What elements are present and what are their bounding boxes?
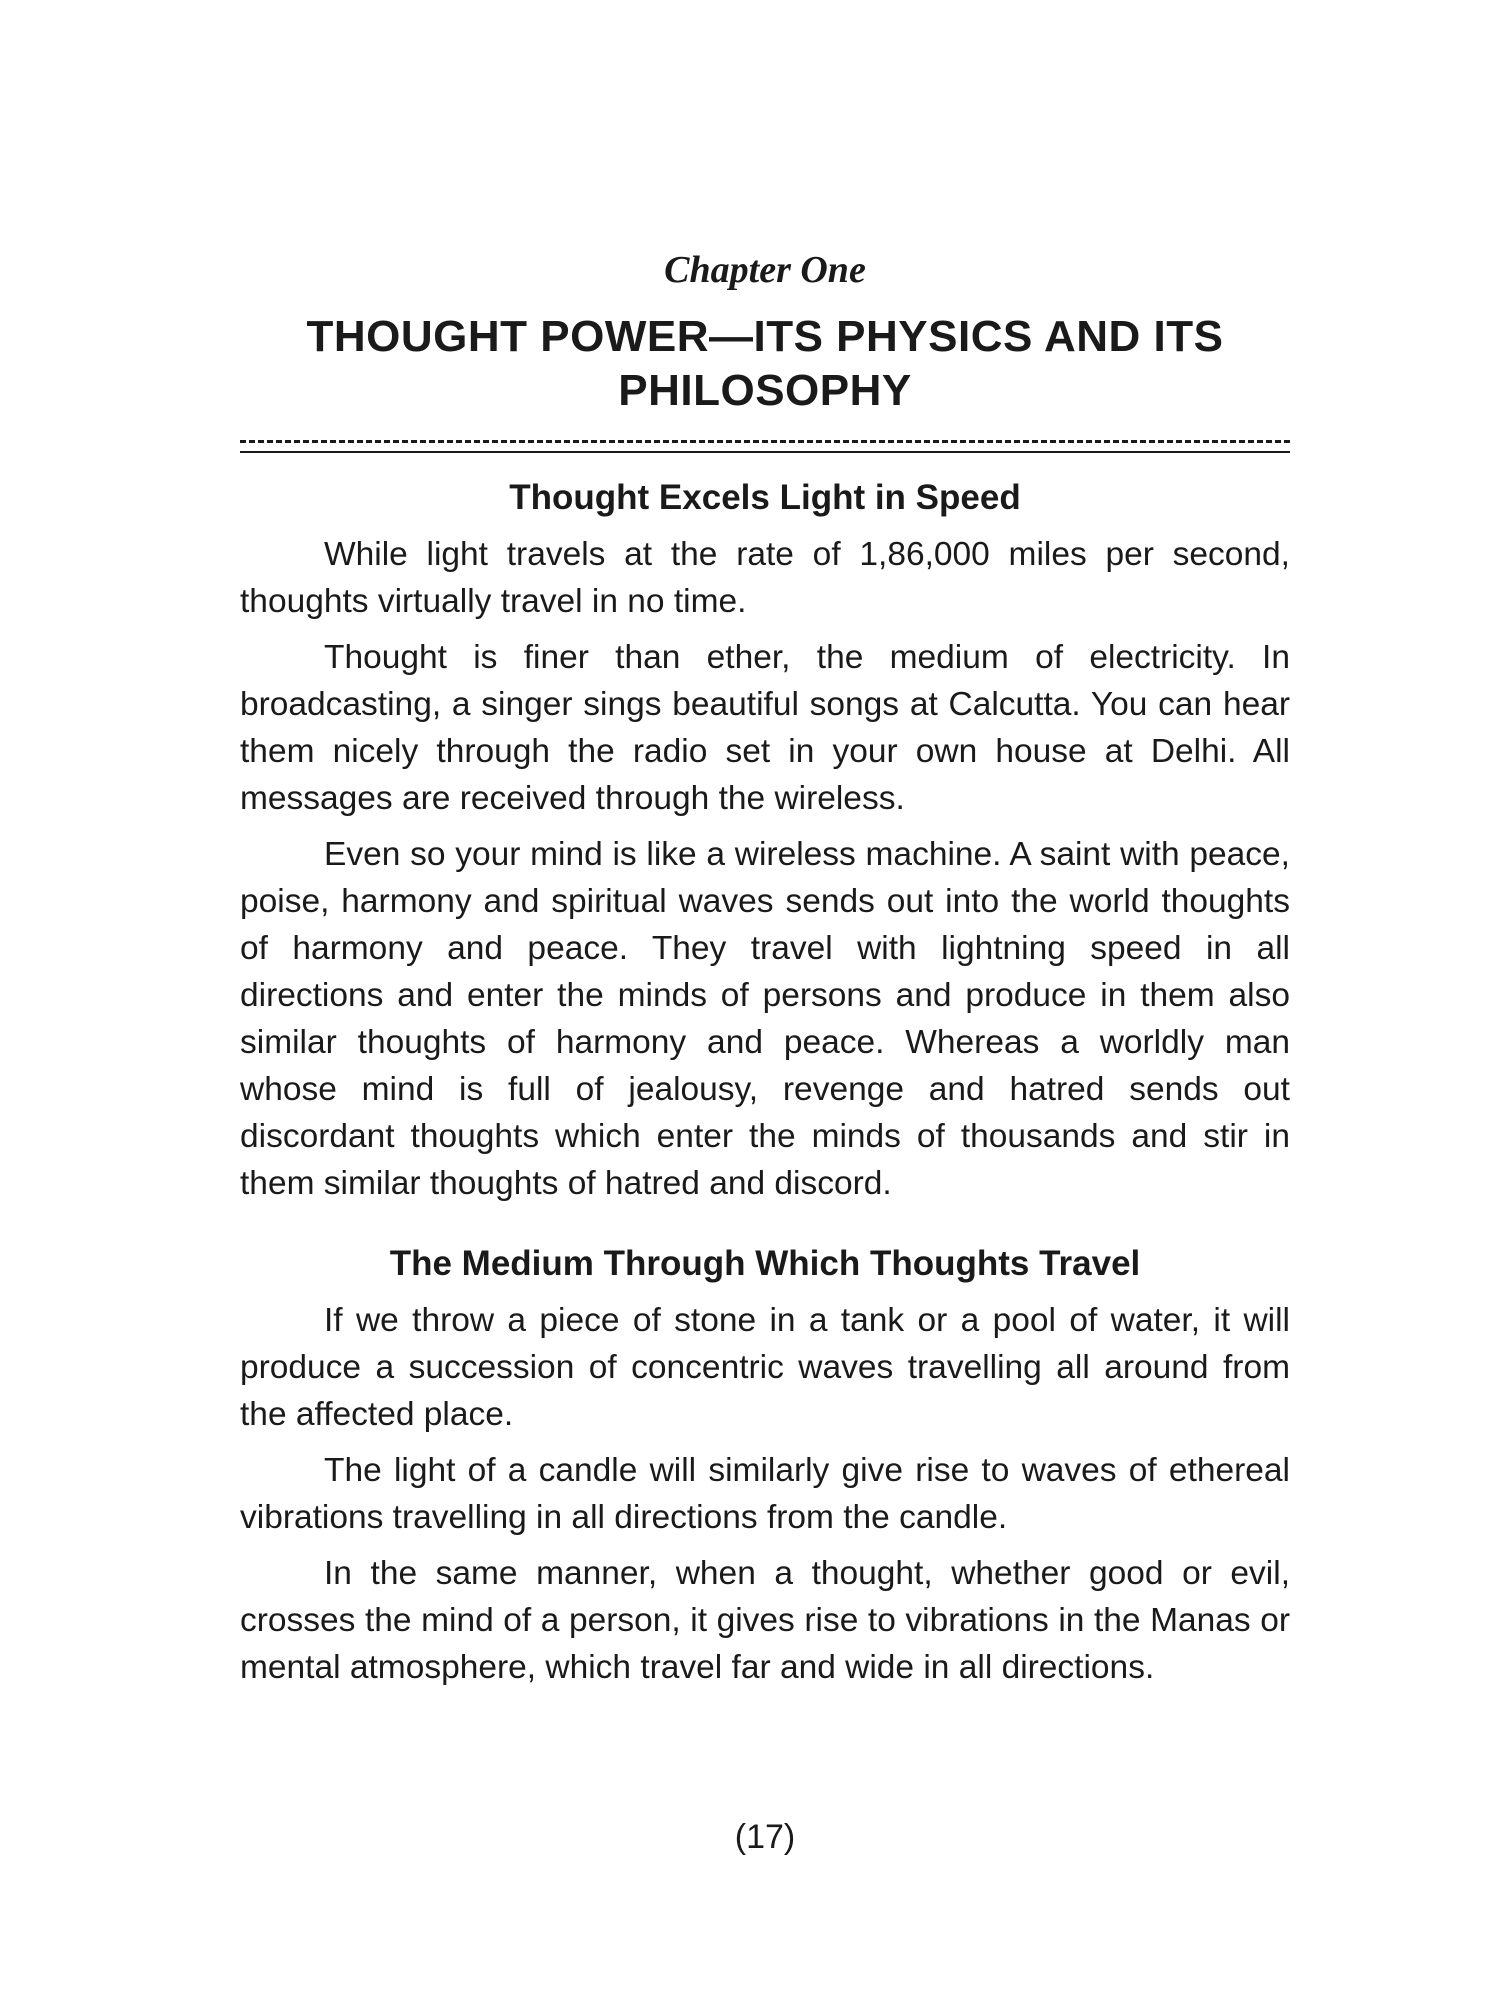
chapter-label: Chapter One — [664, 249, 866, 291]
chapter-title-line-1: THOUGHT POWER—ITS PHYSICS AND ITS — [306, 312, 1224, 361]
paragraph: If we throw a piece of stone in a tank or a pool of water, it will produce a succession of concentric waves travelling all around from the affected place. — [240, 1302, 1290, 1433]
page-number: (17) — [734, 1818, 796, 1856]
title-divider — [240, 440, 1290, 453]
section-medium-thoughts-travel — [240, 1241, 1290, 1691]
chapter-title — [240, 310, 1290, 418]
paragraph: In the same manner, when a thought, whether good or evil, crosses the mind of a person, it gives rise to vibrations in the Manas or mental atmosphere, which travel far and wide in all directions. — [240, 1555, 1290, 1686]
section-heading: Thought Excels Light in Speed — [509, 478, 1021, 517]
paragraph: Thought is finer than ether, the medium of electricity. In broadcasting, a singer sings beautiful songs at Calcutta. You can hear them nicely through the radio set in your own house at Delhi. All messages are received through the wireless. — [240, 639, 1290, 817]
paragraph: Even so your mind is like a wireless machine. A saint with peace, poise, harmony and spiritual waves sends out into the world thoughts of harmony and peace. They travel with lightning speed in all directions and enter the minds of persons and produce in them also similar thoughts of harmony and peace. Whereas a worldly man whose mind is full of jealousy, revenge and hatred sends out discordant thoughts which enter the minds of thousands and stir in them similar thoughts of hatred and discord. — [240, 836, 1290, 1202]
paragraph: The light of a candle will similarly give rise to waves of ethereal vibrations travelling in all directions from the candle. — [240, 1452, 1290, 1536]
page-content — [240, 240, 1290, 1700]
paragraph: While light travels at the rate of 1,86,000 miles per second, thoughts virtually travel in no time. — [240, 536, 1290, 620]
section-heading: The Medium Through Which Thoughts Travel — [389, 1244, 1141, 1283]
section-thought-excels-light — [240, 475, 1290, 1207]
chapter-title-line-2: PHILOSOPHY — [618, 366, 912, 415]
